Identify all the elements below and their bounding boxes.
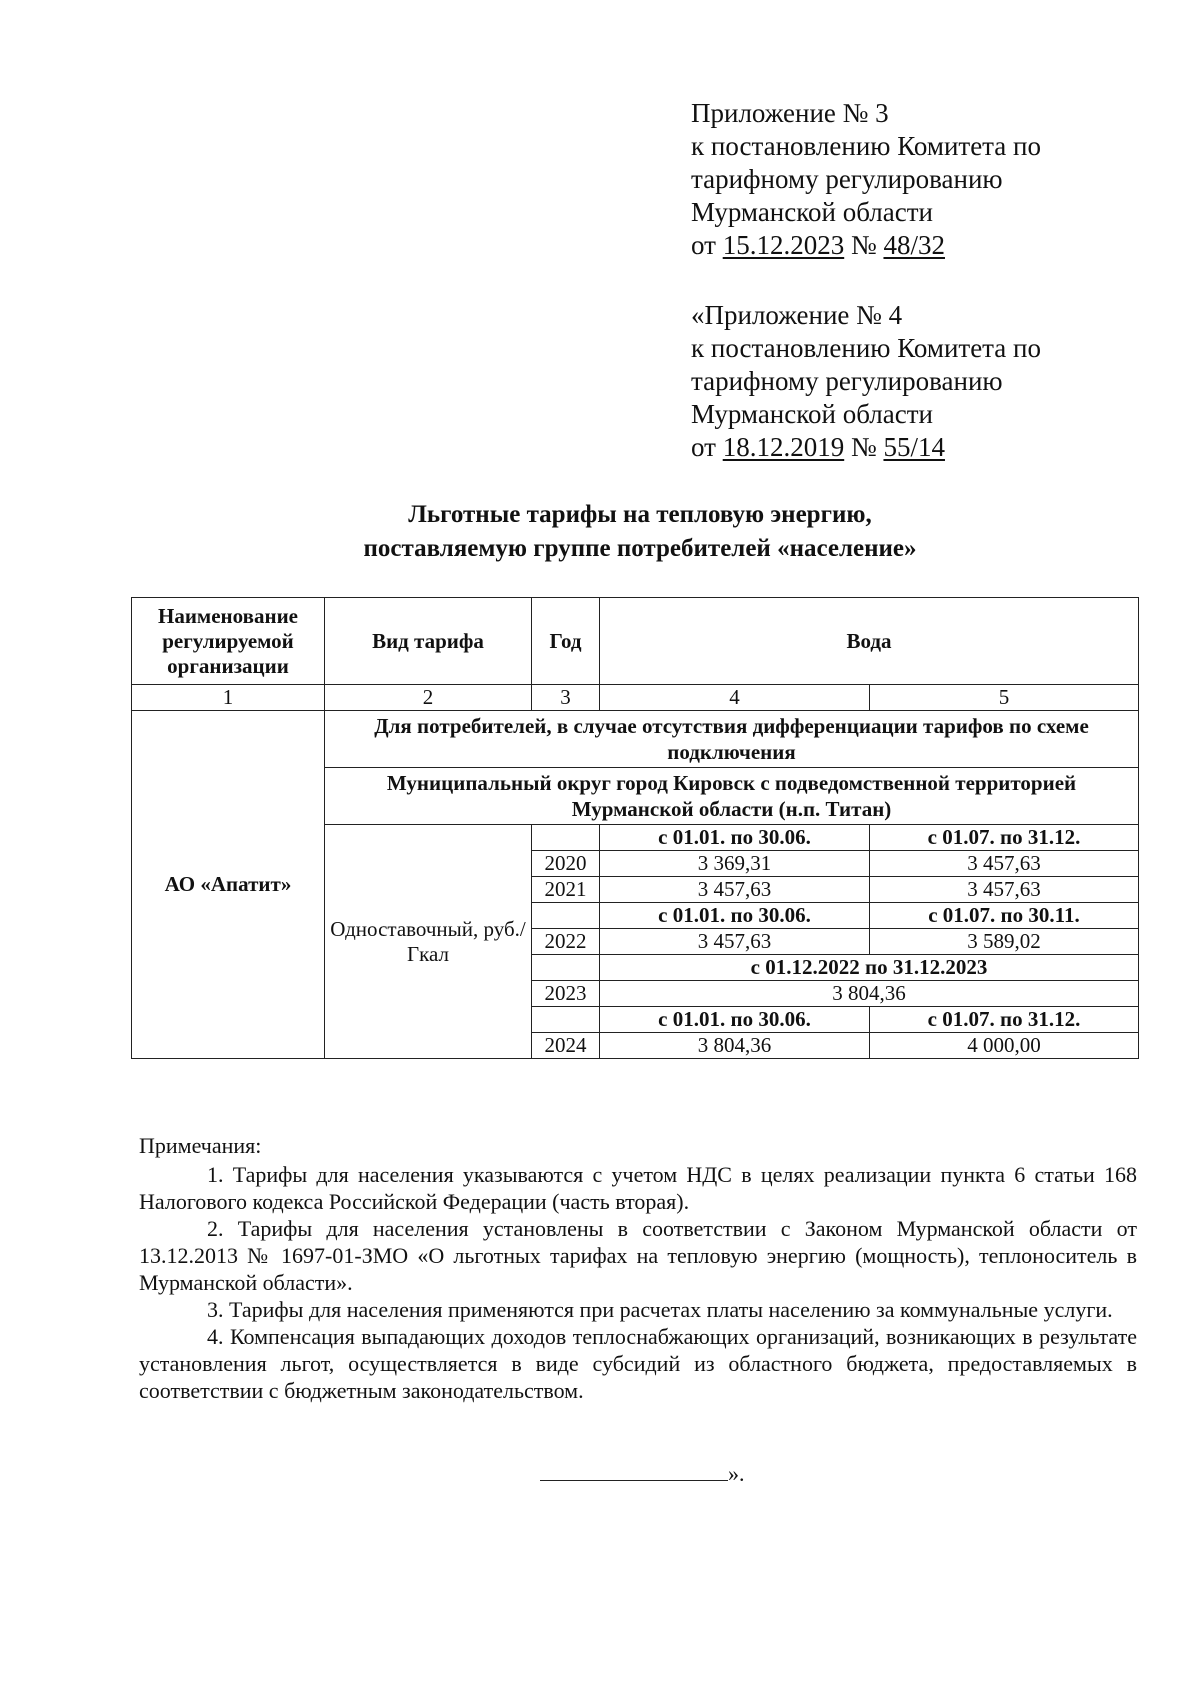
note-item: 1. Тарифы для населения указываются с учетом НДС в целях реализации пункта 6 статьи 168 Налогового кодекса Российской Федерации (часть вторая). — [139, 1162, 1137, 1214]
annex-line: «Приложение № 4 — [691, 300, 903, 330]
annex-line: тарифному регулированию — [691, 366, 1003, 396]
annex-header-original — [691, 299, 1041, 464]
annex-date: 18.12.2019 — [722, 432, 845, 462]
closing-underline — [540, 1464, 728, 1481]
title-line-1: Льготные тарифы на тепловую энергию, — [408, 501, 872, 528]
annex-date: 15.12.2023 — [722, 230, 845, 260]
annex-date-line — [691, 229, 1041, 262]
header-water: Вода — [600, 598, 1139, 685]
period-label: с 01.01. по 30.06. — [600, 1007, 870, 1033]
year-cell: 2024 — [532, 1033, 600, 1059]
annex-number: 48/32 — [883, 230, 945, 260]
annex-number: 55/14 — [883, 432, 945, 462]
annex-line: Мурманской области — [691, 399, 933, 429]
value-cell: 3 369,31 — [600, 851, 870, 877]
annex-number-prefix: № — [844, 432, 884, 462]
title-line-2: поставляемую группе потребителей «население» — [363, 535, 917, 562]
year-cell-empty — [532, 825, 600, 851]
header-org: Наименование регулируемой организации — [132, 598, 325, 685]
note-item: 2. Тарифы для населения установлены в соответствии с Законом Мурманской области от 13.12.2013 № 1697-01-ЗМО «О льготных тарифах на тепловую энергию (мощность), теплоноситель в Мурманской области». — [139, 1216, 1137, 1295]
tariff-table — [131, 597, 1139, 1059]
year-cell-empty — [532, 955, 600, 981]
year-cell: 2023 — [532, 981, 600, 1007]
annex-line: к постановлению Комитета по — [691, 333, 1041, 363]
value-cell: 3 804,36 — [600, 981, 1139, 1007]
period-label: с 01.12.2022 по 31.12.2023 — [600, 955, 1139, 981]
col-number: 5 — [870, 685, 1139, 711]
section-row — [132, 711, 1139, 768]
header-tariff-type: Вид тарифа — [325, 598, 532, 685]
territory-label: Муниципальный округ город Кировск с подведомственной территорией Мурманской области (н.п. Титан) — [325, 768, 1139, 825]
annex-date-line — [691, 431, 1041, 464]
year-cell: 2020 — [532, 851, 600, 877]
closing-quote: ». — [728, 1461, 745, 1486]
header-year: Год — [532, 598, 600, 685]
column-number-row — [132, 685, 1139, 711]
section-label: Для потребителей, в случае отсутствия дифференциации тарифов по схеме подключения — [325, 711, 1139, 768]
col-number: 1 — [132, 685, 325, 711]
col-number: 2 — [325, 685, 532, 711]
year-cell: 2022 — [532, 929, 600, 955]
value-cell: 3 589,02 — [870, 929, 1139, 955]
notes-section — [139, 1132, 1137, 1404]
year-cell: 2021 — [532, 877, 600, 903]
period-label: с 01.07. по 30.11. — [870, 903, 1139, 929]
value-cell: 3 457,63 — [870, 851, 1139, 877]
table-header-row — [132, 598, 1139, 685]
annex-date-prefix: от — [691, 432, 723, 462]
value-cell: 3 457,63 — [600, 929, 870, 955]
annex-header-current — [691, 97, 1041, 262]
notes-heading: Примечания: — [139, 1133, 262, 1158]
period-label: с 01.01. по 30.06. — [600, 903, 870, 929]
note-item: 4. Компенсация выпадающих доходов теплоснабжающих организаций, возникающих в результате установления льгот, осуществляется в виде субсидий из областного бюджета, предоставляемых в соответствии с бюджетным законодательством. — [139, 1324, 1137, 1403]
annex-line: к постановлению Комитета по — [691, 131, 1041, 161]
period-label: с 01.07. по 31.12. — [870, 825, 1139, 851]
value-cell: 3 804,36 — [600, 1033, 870, 1059]
closing-mark — [540, 1461, 745, 1487]
period-label: с 01.07. по 31.12. — [870, 1007, 1139, 1033]
annex-line: тарифному регулированию — [691, 164, 1003, 194]
col-number: 3 — [532, 685, 600, 711]
note-item: 3. Тарифы для населения применяются при расчетах платы населению за коммунальные услуги. — [207, 1297, 1113, 1322]
annex-line: Мурманской области — [691, 197, 933, 227]
annex-date-prefix: от — [691, 230, 723, 260]
value-cell: 4 000,00 — [870, 1033, 1139, 1059]
value-cell: 3 457,63 — [870, 877, 1139, 903]
annex-line: Приложение № 3 — [691, 98, 889, 128]
annex-number-prefix: № — [844, 230, 884, 260]
tariff-type-value: Одноставочный, руб./Гкал — [325, 825, 532, 1059]
year-cell-empty — [532, 1007, 600, 1033]
year-cell-empty — [532, 903, 600, 929]
period-label: с 01.01. по 30.06. — [600, 825, 870, 851]
col-number: 4 — [600, 685, 870, 711]
org-name: АО «Апатит» — [132, 711, 325, 1059]
value-cell: 3 457,63 — [600, 877, 870, 903]
document-title — [0, 498, 1200, 566]
